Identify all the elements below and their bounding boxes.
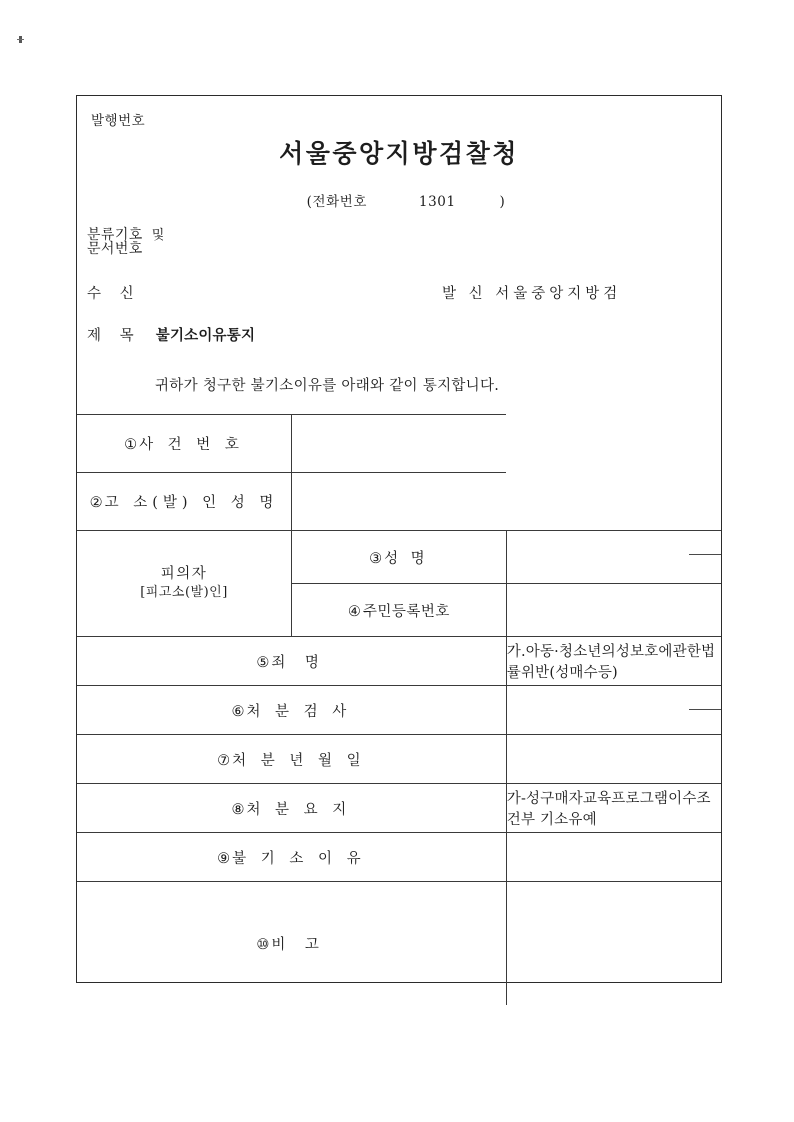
document-frame bbox=[76, 95, 722, 983]
row-number: ② bbox=[89, 495, 103, 511]
phone-label: (전화번호 bbox=[306, 194, 368, 210]
row-label-text: 처 분 요 지 bbox=[246, 801, 352, 818]
row-label-text: 고 소(발) 인 성 명 bbox=[104, 495, 279, 511]
notice-text: 귀하가 청구한 불기소이유를 아래와 같이 통지합니다. bbox=[155, 378, 500, 394]
row-value-disposition-date bbox=[506, 735, 721, 784]
row-label-text: 불 기 소 이 유 bbox=[232, 850, 366, 867]
table-row bbox=[77, 531, 721, 584]
subject-label: 제 목 bbox=[87, 328, 141, 344]
row-value-case-number bbox=[292, 415, 507, 473]
table-row bbox=[77, 637, 721, 686]
sender-value: 서울중앙지방검 bbox=[495, 286, 622, 302]
row-number: ③ bbox=[369, 550, 383, 567]
row-value-charge: 가.아동·청소년의성보호에관한법률위반(성매수등) bbox=[506, 637, 721, 686]
scan-tick-artifact-upper bbox=[689, 554, 721, 555]
letterhead bbox=[77, 96, 721, 414]
phone-close-paren: ) bbox=[499, 194, 506, 210]
table-row bbox=[77, 686, 721, 735]
row-label-disposition-date bbox=[77, 735, 506, 784]
row-label-text: 사 건 번 호 bbox=[139, 437, 244, 453]
table-row bbox=[77, 415, 721, 473]
scan-speck-artifact bbox=[19, 36, 22, 43]
row-label-remarks bbox=[77, 882, 506, 1006]
row-label-nonprosecution-reason bbox=[77, 833, 506, 882]
row-value-suspect-rrn bbox=[506, 584, 721, 637]
row-label-text: 죄 명 bbox=[271, 654, 327, 671]
phone-number: 1301 bbox=[418, 194, 456, 210]
row-value-disposition-summary: 가-성구매자교육프로그램이수조건부 기소유예 bbox=[506, 784, 721, 833]
row-number: ① bbox=[124, 437, 138, 453]
row-label-suspect-name bbox=[292, 531, 507, 584]
row-value-suspect-name bbox=[506, 531, 721, 584]
classification-label-1: 분류기호 bbox=[87, 227, 143, 243]
row-label-text: 성 명 bbox=[384, 550, 429, 567]
row-number: ⑥ bbox=[231, 703, 245, 720]
row-label-text: 비 고 bbox=[271, 937, 327, 953]
disposition-table bbox=[77, 414, 721, 1005]
subject-value: 불기소이유통지 bbox=[155, 327, 256, 344]
table-row bbox=[77, 833, 721, 882]
scan-tick-artifact-lower bbox=[689, 709, 721, 710]
row-number: ④ bbox=[347, 603, 361, 620]
row-number: ⑩ bbox=[256, 937, 270, 953]
row-label-suspect-rrn bbox=[292, 584, 507, 637]
row-number: ⑧ bbox=[231, 801, 245, 818]
row-label-charge bbox=[77, 637, 506, 686]
suspect-label: 피의자 bbox=[160, 566, 208, 582]
row-label-suspect-group bbox=[77, 531, 292, 637]
phone-line bbox=[77, 190, 721, 210]
row-value-complainant-name bbox=[292, 473, 507, 531]
row-number: ⑦ bbox=[217, 752, 231, 769]
classification-conjunction: 및 bbox=[151, 228, 165, 243]
row-value-remarks bbox=[506, 882, 721, 1006]
table-row bbox=[77, 784, 721, 833]
row-label-disposition-summary bbox=[77, 784, 506, 833]
row-label-prosecutor bbox=[77, 686, 506, 735]
classification-block bbox=[87, 228, 165, 257]
subject-row bbox=[87, 324, 255, 345]
recipient-row bbox=[87, 282, 707, 303]
page-title: 서울중앙지방검찰청 bbox=[279, 139, 519, 168]
row-label-text: 처 분 년 월 일 bbox=[232, 752, 366, 769]
sender-label: 발 신 bbox=[442, 286, 487, 302]
row-value-nonprosecution-reason bbox=[506, 833, 721, 882]
row-number: ⑤ bbox=[256, 654, 270, 671]
recipient-label: 수 신 bbox=[87, 286, 141, 302]
suspect-label-alt: [피고소(발)인] bbox=[140, 585, 228, 600]
issue-number-label: 발행번호 bbox=[91, 113, 146, 129]
row-label-text: 주민등록번호 bbox=[362, 603, 450, 620]
table-row bbox=[77, 473, 721, 531]
row-label-text: 처 분 검 사 bbox=[246, 703, 352, 720]
row-label-case-number bbox=[77, 415, 292, 473]
sender-block bbox=[442, 282, 621, 303]
row-number: ⑨ bbox=[217, 850, 231, 867]
classification-label-2: 문서번호 bbox=[87, 241, 143, 257]
row-label-complainant-name bbox=[77, 473, 292, 531]
table-row bbox=[77, 882, 721, 1006]
table-row bbox=[77, 735, 721, 784]
